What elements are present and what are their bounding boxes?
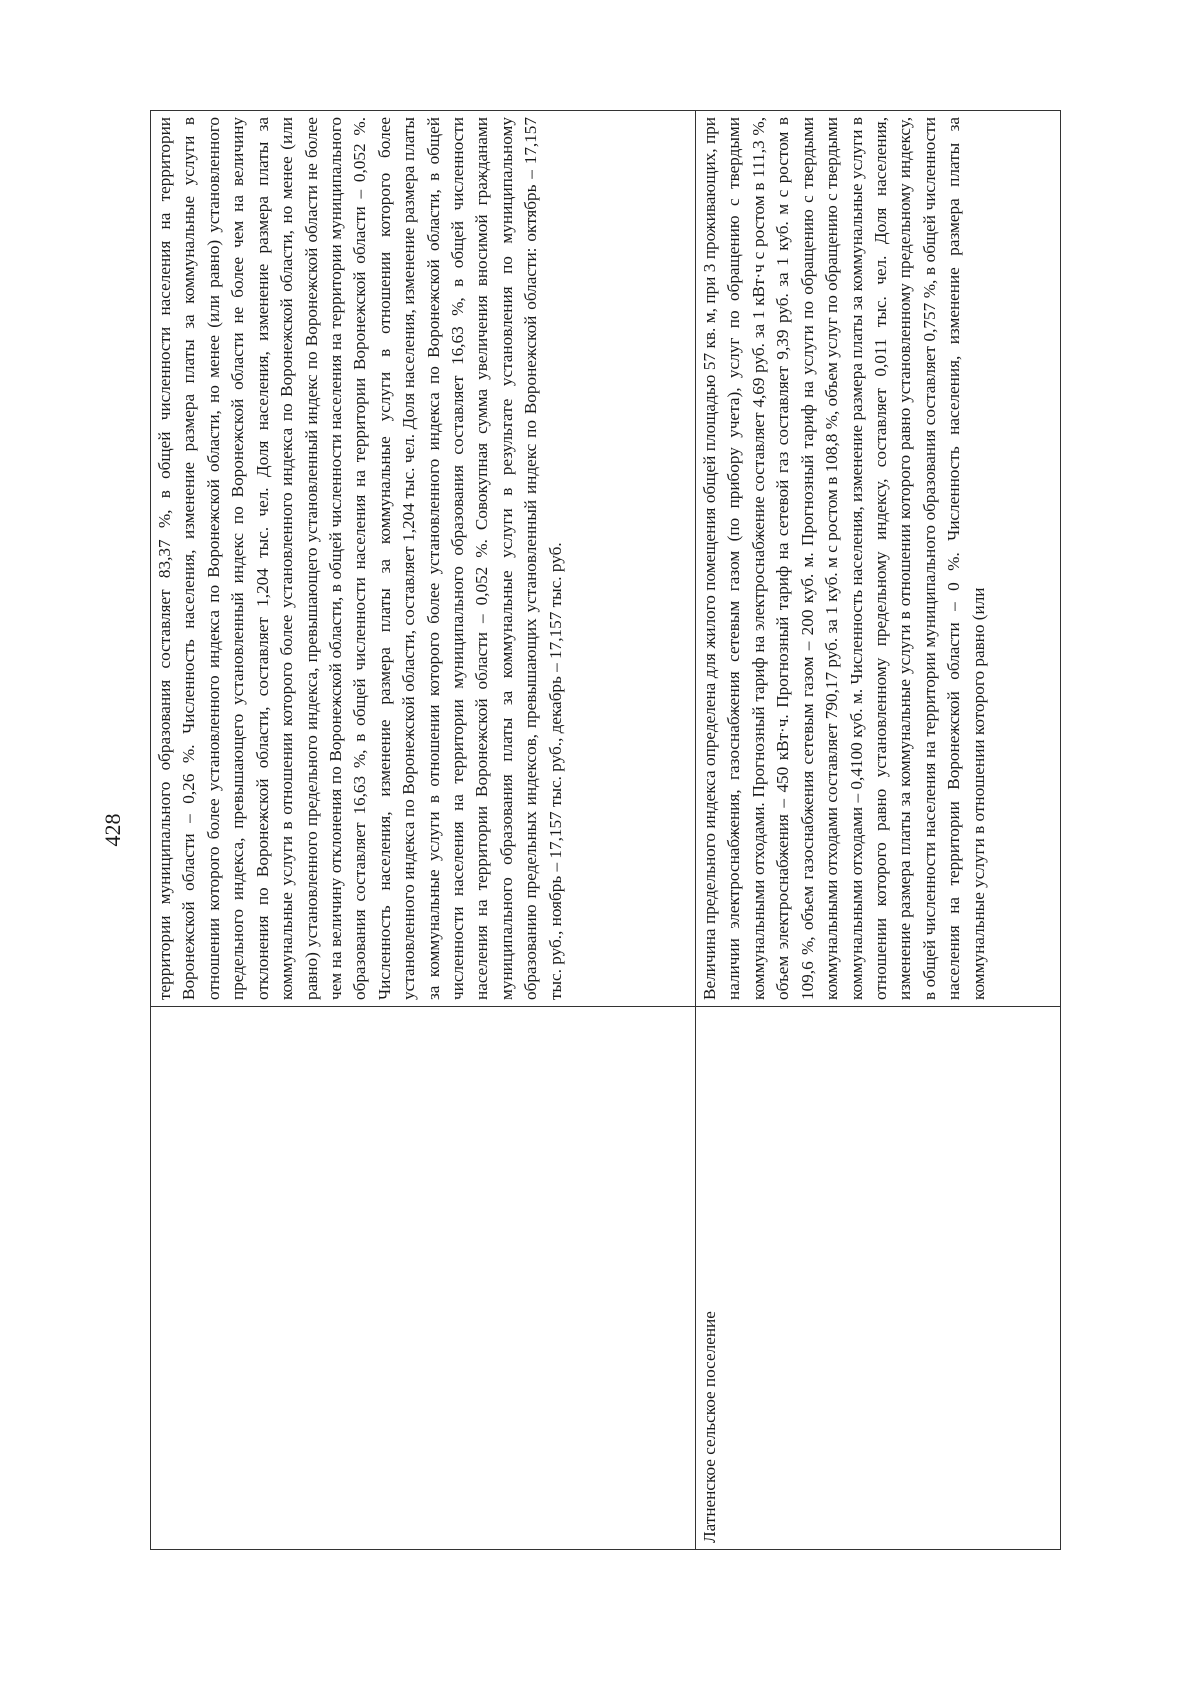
tariff-table xyxy=(150,110,1061,1550)
document-page xyxy=(60,110,1020,1550)
settlement-cell xyxy=(151,1007,696,1550)
table-row xyxy=(696,111,1061,1550)
description-cell: Величина предельного индекса определена для жилого помещения общей площадью 57 кв. м, при 3 проживающих, при наличии электроснабжения, газоснабжения сетевым газом (по прибору учета), услуг по обращению с твердыми коммунальными отходами. Прогнозный тариф на электроснабжение составляет 4,69 руб. за 1 кВт·ч с ростом в 111,3 %, объем электроснабжения – 450 кВт·ч. Прогнозный тариф на сетевой газ составляет 9,39 руб. за 1 куб. м с ростом в 109,6 %, объем газоснабжения сетевым газом – 200 куб. м. Прогнозный тариф на услуги по обращению с твердыми коммунальными отходами составляет 790,17 руб. за 1 куб. м с ростом в 108,8 %, объем услуг по обращению с твердыми коммунальными отходами – 0,4100 куб. м. Численность населения, изменение размера платы за коммунальные услуги в отношении которого равно установленному предельному индексу, составляет 0,011 тыс. чел. Доля населения, изменение размера платы за коммунальные услуги в отношении которого равно установленному предельному индексу, в общей численности населения на территории муниципального образования составляет 0,757 %, в общей численности населения на территории Воронежской области – 0 %. Численность населения, изменение размера платы за коммунальные услуги в отношении которого равно (или xyxy=(696,111,1061,1007)
settlement-cell: Латненское сельское поселение xyxy=(696,1007,1061,1550)
description-cell: территории муниципального образования составляет 83,37 %, в общей численности населения на территории Воронежской области – 0,26 %. Численность населения, изменение размера платы за коммунальные услуги в отношении которого более установленного индекса по Воронежской области, но менее (или равно) установленного предельного индекса, превышающего установленный индекс по Воронежской области не более чем на величину отклонения по Воронежской области, составляет 1,204 тыс. чел. Доля населения, изменение размера платы за коммунальные услуги в отношении которого более установленного индекса по Воронежской области, но менее (или равно) установленного предельного индекса, превышающего установленный индекс по Воронежской области не более чем на величину отклонения по Воронежской области, в общей численности населения на территории муниципального образования составляет 16,63 %, в общей численности населения на территории Воронежской области – 0,052 %. Численность населения, изменение размера платы за коммунальные услуги в отношении которого более установленного индекса по Воронежской области, составляет 1,204 тыс. чел. Доля населения, изменение размера платы за коммунальные услуги в отношении которого более установленного индекса по Воронежской области, в общей численности населения на территории муниципального образования составляет 16,63 %, в общей численности населения на территории Воронежской области – 0,052 %. Совокупная сумма увеличения вносимой гражданами муниципального образования платы за коммунальные услуги в результате установления по муниципальному образованию предельных индексов, превышающих установленный индекс по Воронежской области: октябрь – 17,157 тыс. руб., ноябрь – 17,157 тыс. руб., декабрь – 17,157 тыс. руб. xyxy=(151,111,696,1007)
table-row xyxy=(151,111,696,1550)
page-number: 428 xyxy=(100,813,125,847)
